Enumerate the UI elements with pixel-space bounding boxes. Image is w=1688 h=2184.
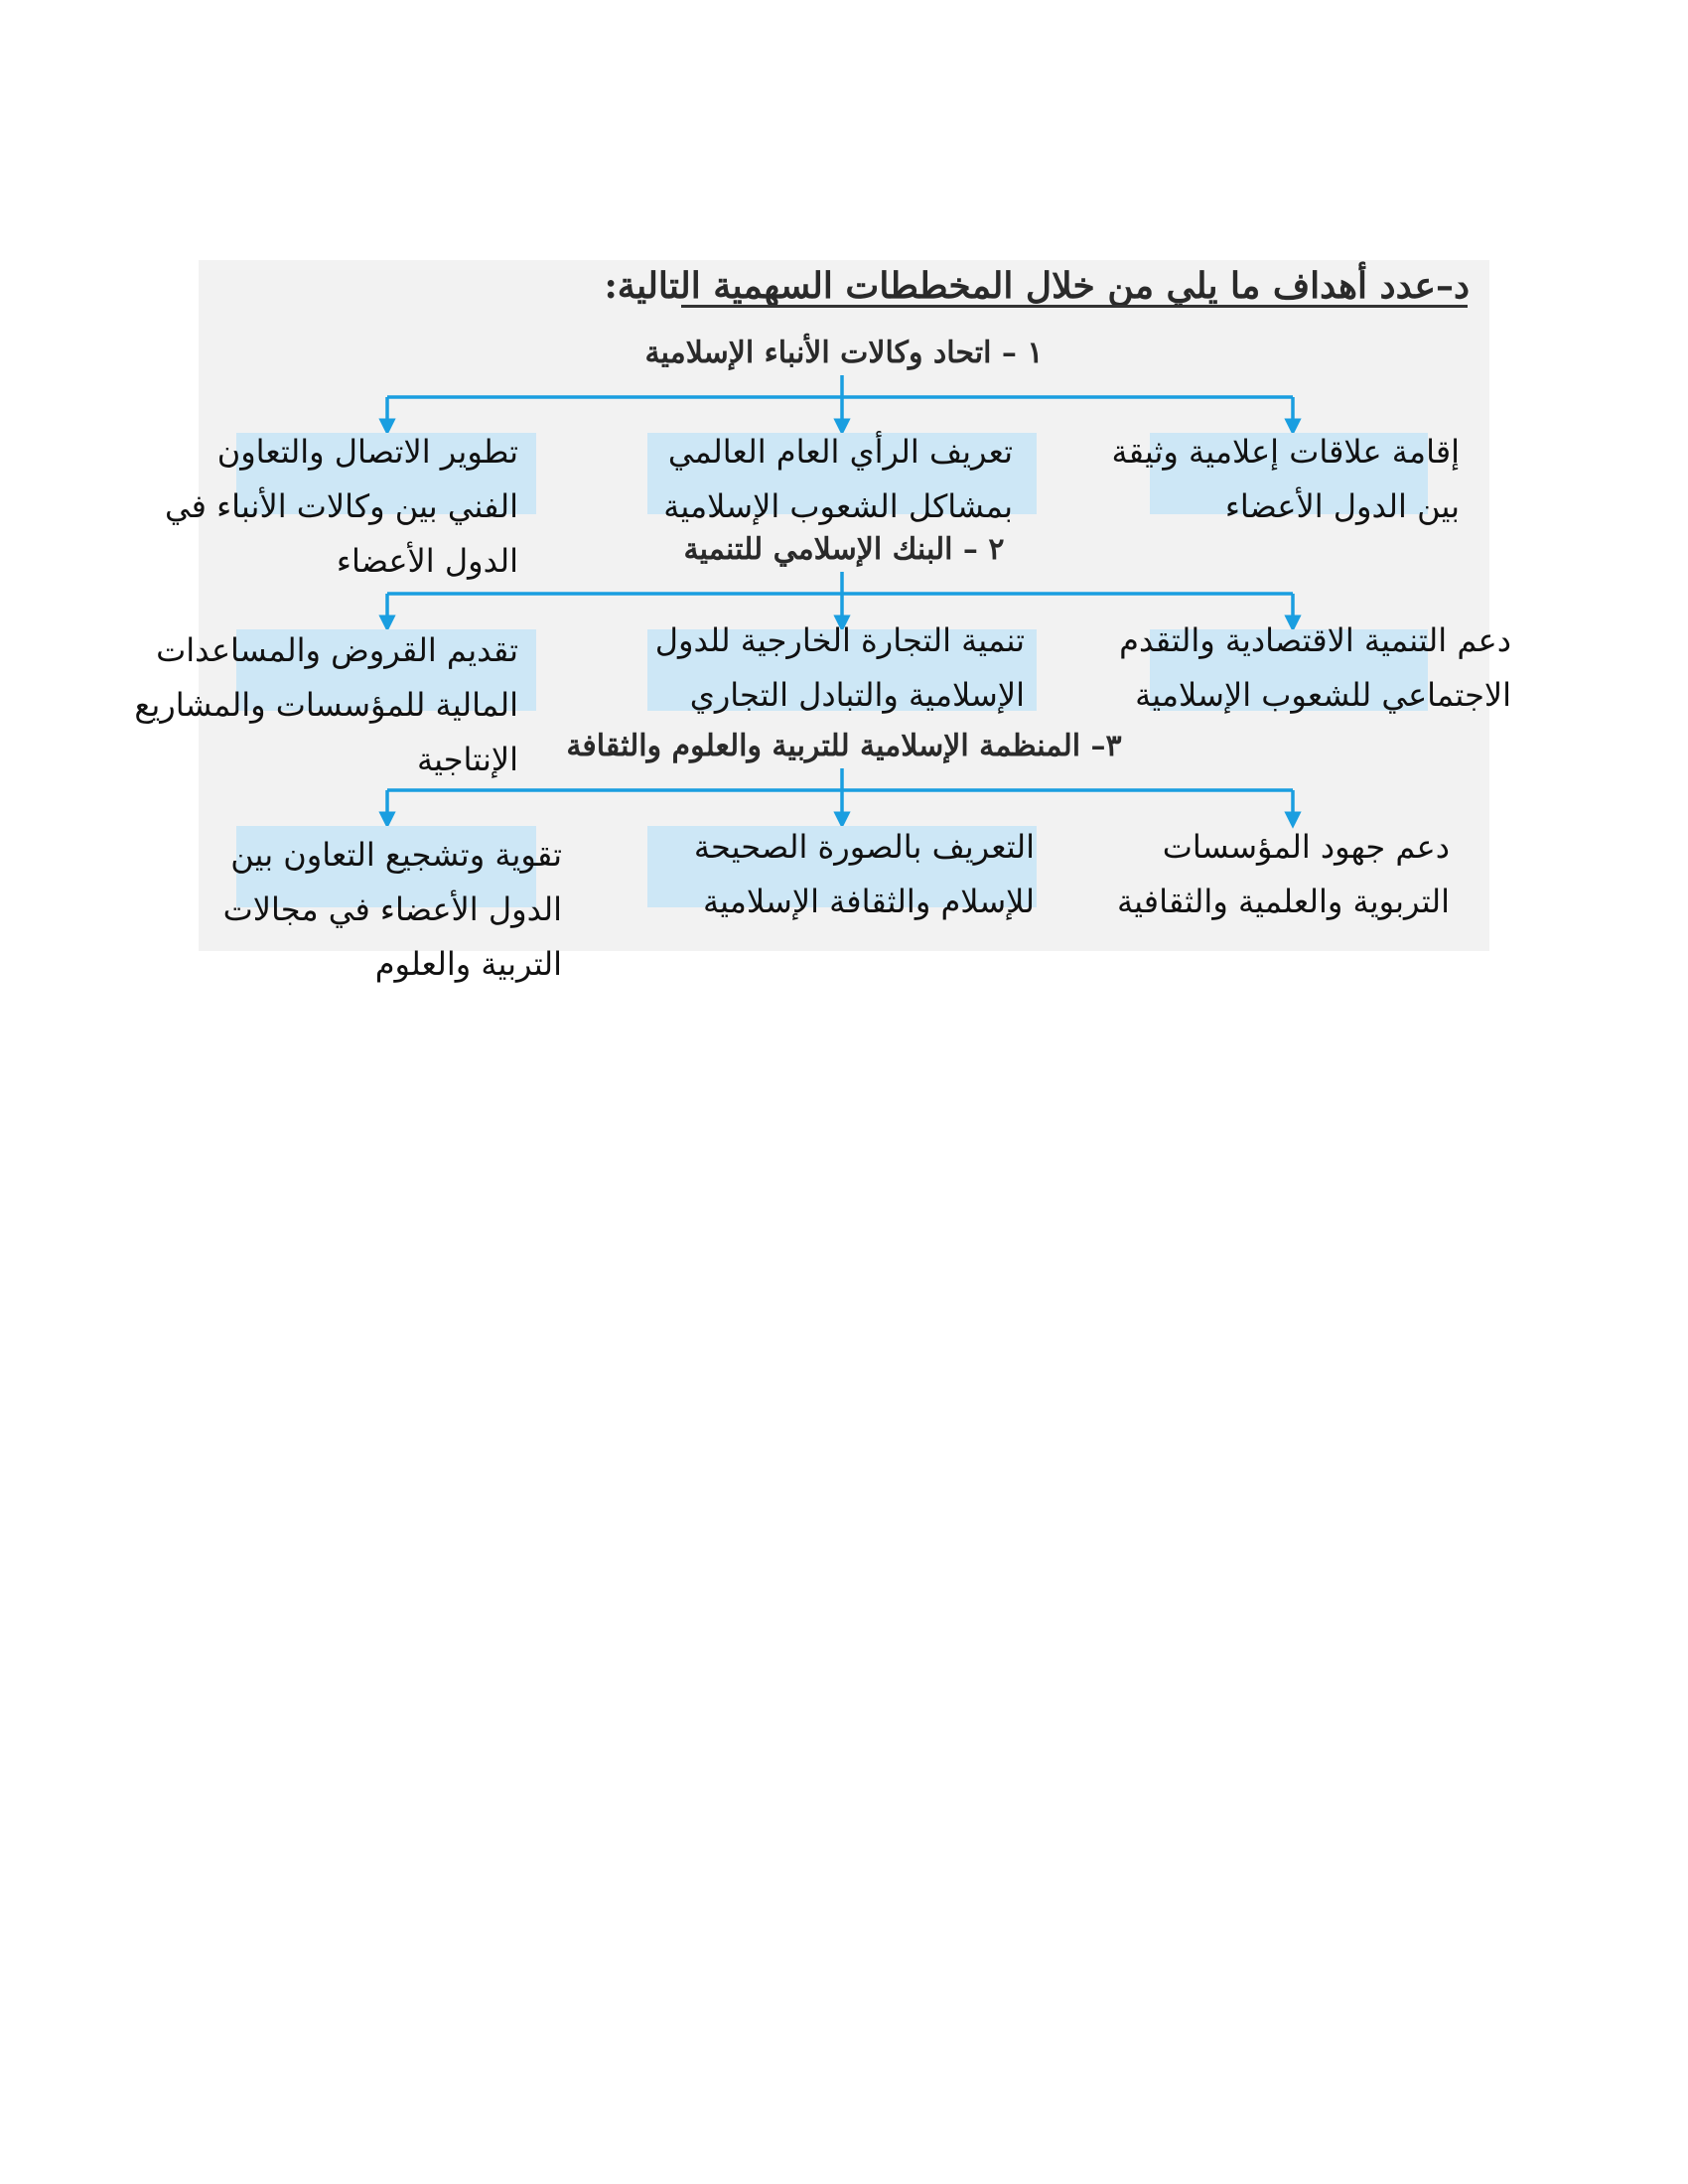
section-2-goal-1: [1119, 614, 1511, 723]
exercise-title: د–عدد أهداف ما يلي من خلال المخططات السهمية التالية:: [604, 265, 1470, 307]
goal-line: دعم جهود المؤسسات: [1162, 828, 1450, 866]
goal-line: بين الدول الأعضاء: [1224, 487, 1460, 525]
goal-line: الدول الأعضاء: [336, 542, 518, 580]
section-3-goal-3: [223, 828, 562, 992]
goal-line: تنمية التجارة الخارجية للدول: [654, 621, 1025, 659]
goal-line: تعريف الرأي العام العالمي: [667, 433, 1013, 471]
goal-line: التربوية والعلمية والثقافية: [1116, 883, 1450, 920]
goal-line: الإسلامية والتبادل التجاري: [689, 676, 1025, 714]
goal-line: دعم التنمية الاقتصادية والتقدم: [1119, 621, 1511, 659]
section-3-goal-1: [1117, 820, 1450, 929]
goal-line: للإسلام والثقافة الإسلامية: [702, 883, 1035, 920]
section-2-goal-2: [655, 614, 1025, 723]
section-3-goal-2: [694, 820, 1035, 929]
goal-line: بمشاكل الشعوب الإسلامية: [663, 487, 1013, 525]
goal-line: الدول الأعضاء في مجالات: [222, 890, 562, 928]
goal-line: تقديم القروض والمساعدات: [156, 631, 518, 669]
section-1-goal-2: [663, 425, 1013, 534]
goal-line: الفني بين وكالات الأنباء في: [164, 487, 518, 525]
section-1-goal-1: [1112, 425, 1461, 534]
goal-line: الإنتاجية: [416, 741, 518, 778]
goal-line: تطوير الاتصال والتعاون: [216, 433, 518, 471]
section-2-goal-3: [134, 623, 518, 787]
section-1-heading: ١ – اتحاد وكالات الأنباء الإسلامية: [644, 336, 1044, 370]
goal-line: التعريف بالصورة الصحيحة: [693, 828, 1035, 866]
section-2-heading: ٢ – البنك الإسلامي للتنمية: [683, 532, 1005, 567]
goal-line: تقوية وتشجيع التعاون بين: [230, 836, 562, 874]
section-3-heading: ٣– المنظمة الإسلامية للتربية والعلوم والثقافة: [566, 729, 1122, 763]
goal-line: المالية للمؤسسات والمشاريع: [134, 686, 518, 724]
goal-line: التربية والعلوم: [374, 945, 562, 983]
section-1-goal-3: [165, 425, 518, 589]
goal-line: الاجتماعي للشعوب الإسلامية: [1135, 676, 1511, 714]
goal-line: إقامة علاقات إعلامية وثيقة: [1111, 433, 1460, 471]
